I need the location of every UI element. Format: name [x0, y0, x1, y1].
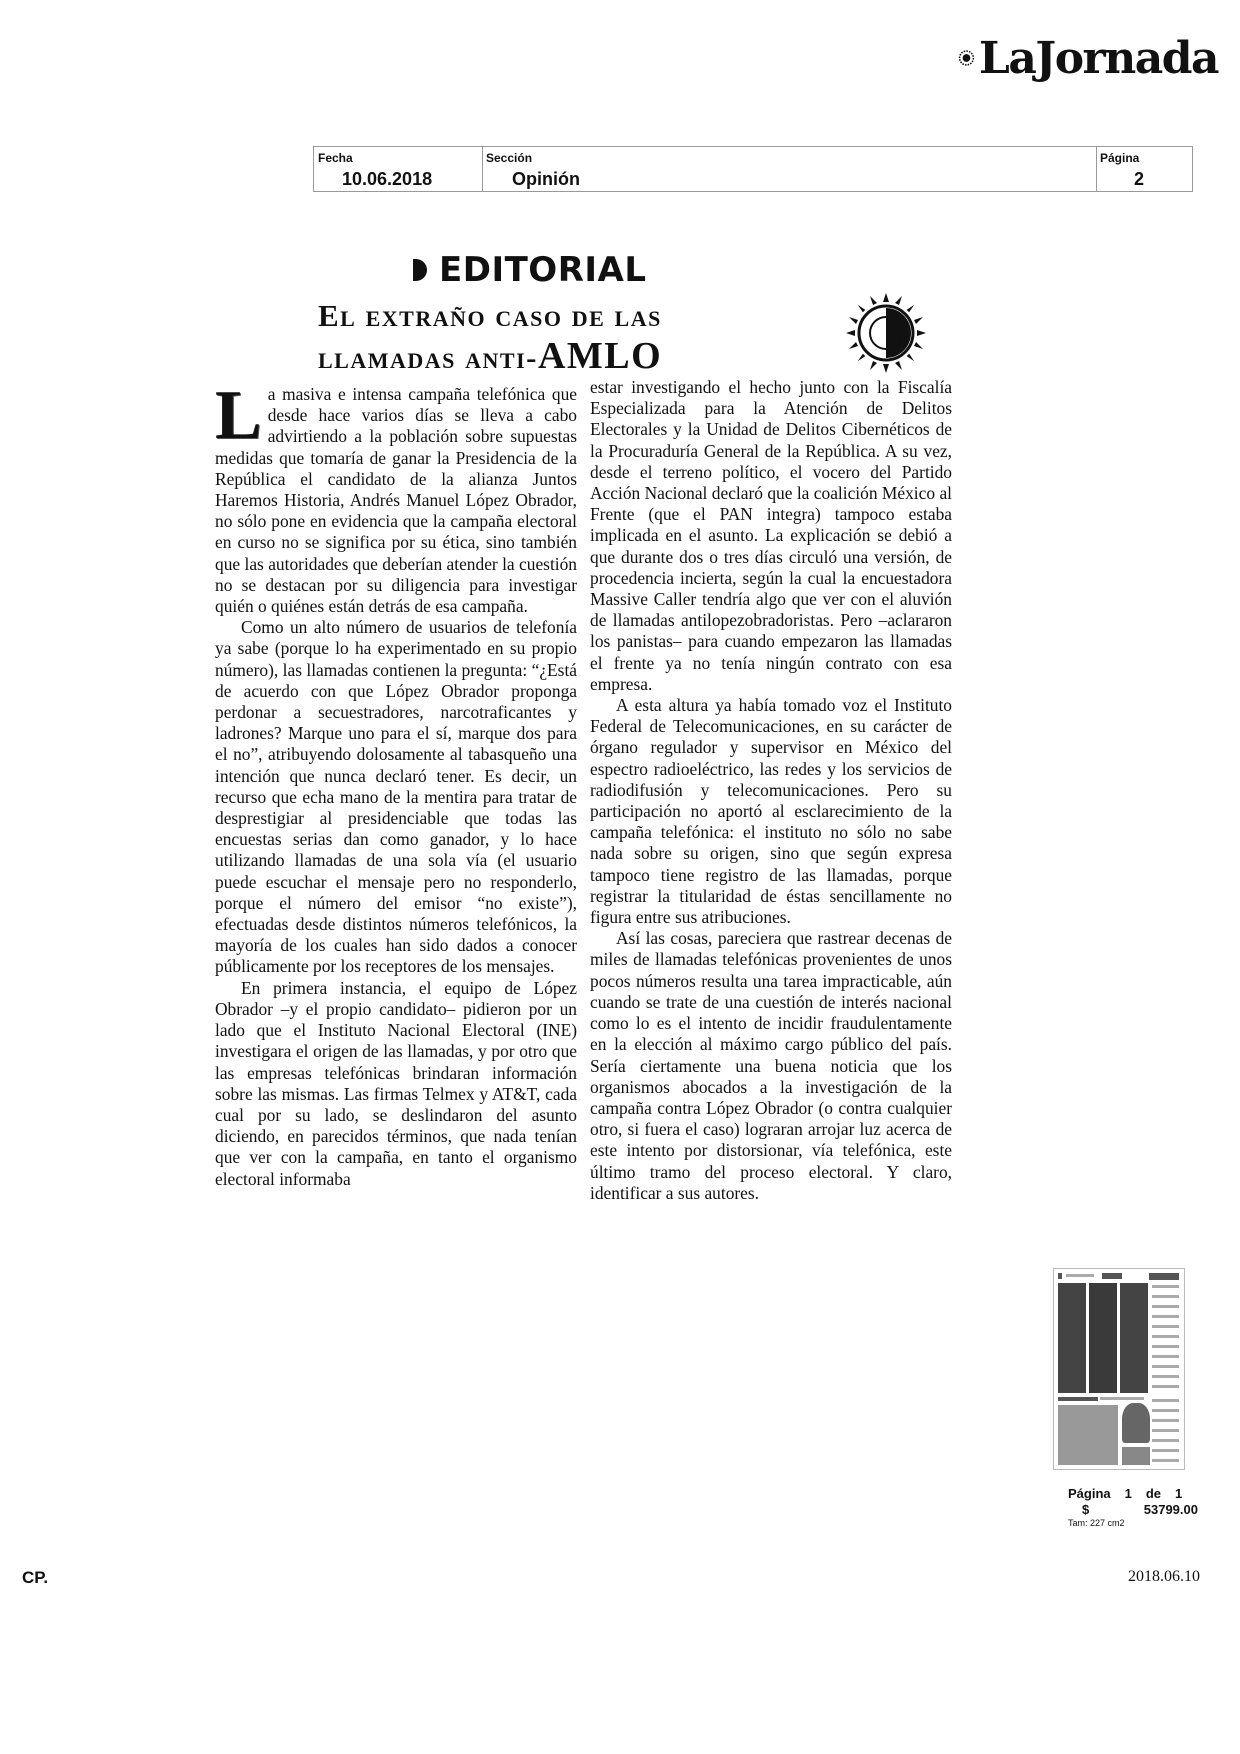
footer-initials: CP. [22, 1568, 49, 1587]
seccion-label: Sección [486, 151, 533, 165]
page-count-de: de [1145, 1486, 1162, 1501]
page-count-label: Página [1068, 1486, 1111, 1501]
sun-emblem-icon [843, 290, 929, 376]
drop-cap: L [215, 377, 262, 454]
section-marker-icon [413, 259, 427, 281]
seccion-value: Opinión [512, 169, 580, 189]
seccion-cell [482, 147, 1097, 191]
paragraph-5: A esta altura ya había tomado voz el Instituto Federal de Telecomunicaciones, en su carácter de órgano regulador y supervisor en México del espectro radioeléctrico, las redes y los servicios de radiodifusión y telecomunicaciones. Pero su participación no aportó al esclarecimiento de la campaña telefónica: el instituto no sólo no sabe nada sobre su origen, sino que según expresa tampoco tiene registro de las llamadas, porque registrar la titularidad de éstas sencillamente no figura entre sus atribuciones. [590, 695, 952, 928]
headline-line-1: El extraño caso de las [318, 298, 662, 333]
article-column-1 [215, 377, 577, 1190]
pagina-cell [1096, 147, 1192, 191]
sun-logo-icon [958, 47, 975, 69]
clipping-size: Tam: 227 cm2 [1068, 1518, 1125, 1528]
clipping-stats [1068, 1486, 1198, 1528]
pagina-label: Página [1100, 151, 1140, 165]
page-count [1068, 1486, 1198, 1501]
clipping-header-table [313, 146, 1193, 192]
fecha-cell [314, 147, 483, 191]
page-thumbnail [1053, 1268, 1185, 1470]
headline-line-2-emphasis: AMLO [537, 335, 663, 377]
fecha-value: 10.06.2018 [342, 169, 433, 189]
price-currency: $ [1082, 1502, 1090, 1517]
price [1068, 1502, 1198, 1517]
fecha-label: Fecha [318, 151, 353, 165]
paragraph-1 [215, 377, 577, 617]
la-jornada-logo [958, 28, 1218, 88]
section-title [413, 250, 647, 290]
article-headline [318, 296, 838, 378]
paragraph-2: Como un alto número de usuarios de telefonía ya sabe (porque lo ha experimentado en su propio número), las llamadas contienen la pregunta: “¿Está de acuerdo con que López Obrador proponga perdonar a secuestradores, narcotraficantes y ladrones? Marque uno para el sí, marque dos para el no”, atribuyendo dolosamente al tabasqueño una intención que nunca declaró tener. Es decir, un recurso que echa mano de la mentira para tratar de desprestigiar al presidenciable que todas las encuestas serias dan como ganador, y lo hace utilizando llamadas de una sola vía (el usuario puede escuchar el mensaje pero no responderlo, porque el número del emisor “no existe”), efectuadas desde distintos números telefónicos, la mayoría de los cuales han sido dados a conocer públicamente por los receptores de los mensajes. [215, 617, 577, 977]
headline-line-2 [318, 336, 838, 378]
logo-text: LaJornada [978, 32, 1218, 84]
paragraph-6: Así las cosas, pareciera que rastrear decenas de miles de llamadas telefónicas provenientes de unos pocos números resulta una tarea impracticable, aún cuando se trate de una cuestión de interés nacional como lo es el intento de incidir fraudulentamente en la elección al máximo cargo público del país. Sería ciertamente una buena noticia que los organismos abocados a la investigación de la campaña contra López Obrador (o contra cualquier otro, si fuera el caso) lograran arrojar luz acerca de este intento por distorsionar, vía telefónica, este último tramo del proceso electoral. Y claro, identificar a sus autores. [590, 928, 952, 1203]
headline-line-2-prefix: llamadas anti- [318, 340, 538, 375]
section-title-text: EDITORIAL [439, 250, 647, 290]
paragraph-1-text: a masiva e intensa campaña telefónica que desde hace varios días se lleva a cabo advirtiendo a la población sobre supuestas medidas que tomaría de ganar la Presidencia de la República el candidato de la alianza Juntos Haremos Historia, Andrés Manuel López Obrador, no sólo pone en evidencia que la campaña electoral en curso no se significa por su ética, sino también que las autoridades que deberían atender la cuestión no se destacan por su diligencia para investigar quién o quiénes están detrás de esa campaña. [215, 384, 577, 617]
page-count-total: 1 [1175, 1486, 1183, 1501]
paragraph-4: estar investigando el hecho junto con la Fiscalía Especializada para la Atención de Delitos Electorales y la Unidad de Delitos Cibernéticos de la Procuraduría General de la República. A su vez, desde el terreno político, el vocero del Partido Acción Nacional declaró que la coalición México al Frente (que el PAN integra) tampoco estaba implicada en el asunto. La explicación se debió a que durante dos o tres días circuló una versión, de procedencia incierta, según la cual la encuestadora Massive Caller tendría algo que ver con el aluvión de llamadas antilopezobradoristas. Pero –aclararon los panistas– para cuando empezaron las llamadas el frente ya no tenía ningún contrato con esa empresa. [590, 377, 952, 694]
footer-date: 2018.06.10 [1128, 1568, 1200, 1585]
price-amount: 53799.00 [1143, 1502, 1198, 1517]
paragraph-3: En primera instancia, el equipo de López Obrador –y el propio candidato– pidieron por un lado que el Instituto Nacional Electoral (INE) investigara el origen de las llamadas, y por otro que las empresas telefónicas brindaran información sobre las mismas. Las firmas Telmex y AT&T, cada cual por su lado, se deslindaron del asunto diciendo, en parecidos términos, que nada tenían que ver con la campaña, en tanto el organismo electoral informaba [215, 977, 577, 1189]
article-column-2 [590, 377, 952, 1204]
pagina-value: 2 [1134, 169, 1145, 189]
page-count-current: 1 [1124, 1486, 1132, 1501]
